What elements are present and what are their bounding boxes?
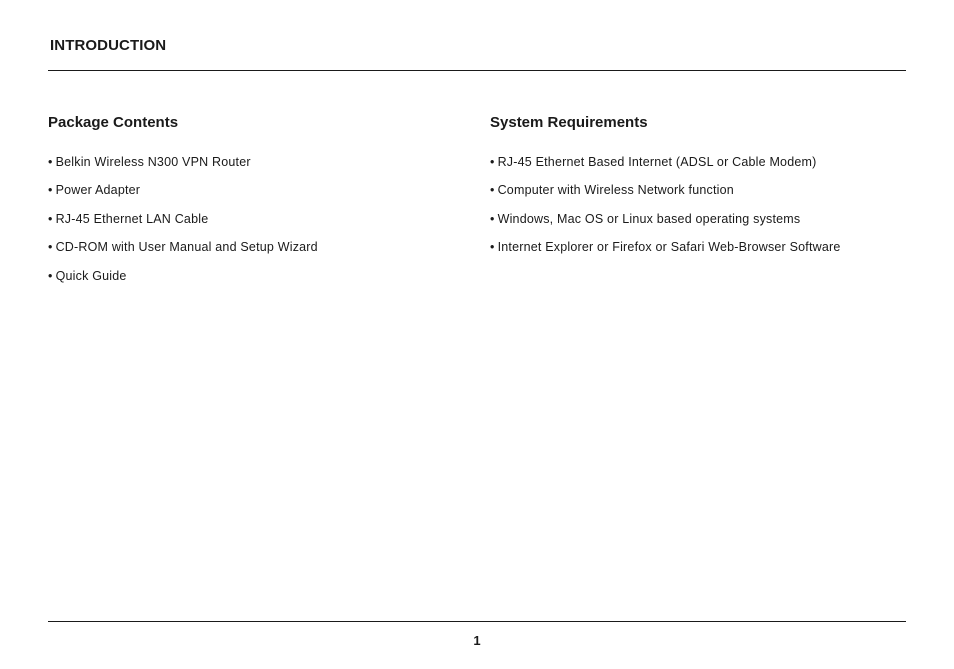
bullet-icon: •: [48, 240, 53, 255]
list-item: [490, 182, 906, 198]
bullet-icon: •: [490, 155, 495, 169]
package-contents-title: Package Contents: [48, 114, 179, 131]
bullet-icon: •: [48, 211, 53, 226]
list-item: [48, 211, 468, 227]
list-item-text: Power Adapter: [55, 183, 141, 198]
list-item-text: CD-ROM with User Manual and Setup Wizard: [55, 240, 318, 255]
header-divider: [48, 70, 906, 71]
list-item: [490, 154, 906, 170]
bullet-icon: •: [490, 183, 495, 198]
bullet-icon: •: [490, 211, 495, 226]
list-item-text: Windows, Mac OS or Linux based operating systems: [497, 211, 801, 226]
list-item-text: RJ-45 Ethernet Based Internet (ADSL or Cable Modem): [497, 155, 817, 169]
list-item: [48, 268, 468, 284]
list-item: [490, 211, 906, 227]
list-item-text: Belkin Wireless N300 VPN Router: [55, 155, 251, 169]
list-item-text: Computer with Wireless Network function: [497, 183, 734, 198]
package-contents-list: [48, 154, 468, 284]
package-contents-section: [48, 113, 468, 296]
bullet-icon: •: [48, 155, 53, 169]
system-requirements-section: [490, 113, 906, 268]
list-item: [48, 239, 468, 255]
list-item-text: Quick Guide: [55, 268, 127, 283]
list-item: [48, 154, 468, 170]
footer-divider: [48, 621, 906, 622]
list-item: [490, 239, 906, 255]
system-requirements-list: [490, 154, 906, 255]
bullet-icon: •: [48, 183, 53, 198]
list-item-text: RJ-45 Ethernet LAN Cable: [55, 211, 209, 226]
page-number: 1: [473, 633, 481, 648]
page-header-title: INTRODUCTION: [50, 37, 167, 54]
bullet-icon: •: [48, 268, 53, 283]
list-item: [48, 182, 468, 198]
bullet-icon: •: [490, 240, 495, 255]
system-requirements-title: System Requirements: [490, 114, 648, 131]
list-item-text: Internet Explorer or Firefox or Safari Web-Browser Software: [497, 240, 841, 255]
